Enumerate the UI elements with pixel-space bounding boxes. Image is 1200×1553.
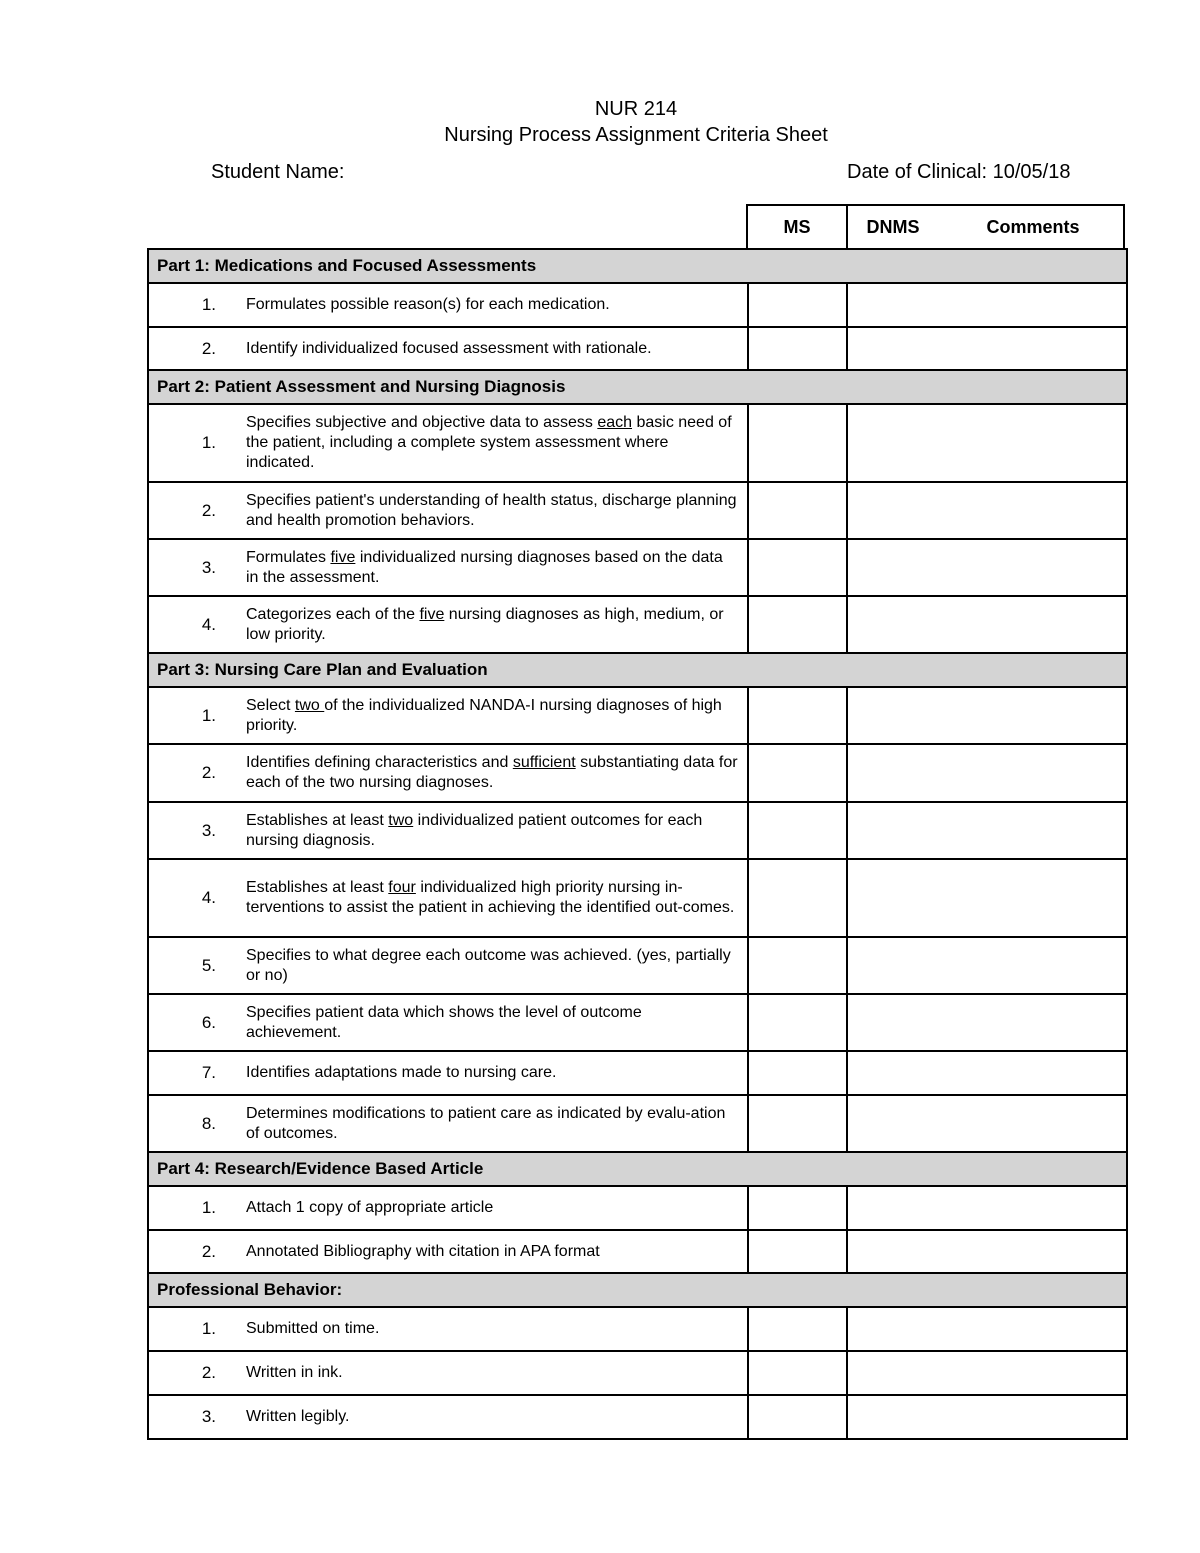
text-segment: Categorizes each of the: [246, 605, 420, 623]
item-text: [216, 878, 747, 918]
item-text: [216, 605, 747, 645]
criteria-text-cell: [148, 687, 748, 744]
item-text: [216, 1319, 387, 1339]
text-segment: Formulates: [246, 548, 331, 566]
text-segment: Attach 1 copy of appropriate article: [246, 1199, 494, 1216]
dnms-comments-cell[interactable]: [847, 539, 1127, 596]
criteria-row: [148, 802, 1127, 859]
criteria-text-cell: [148, 1051, 748, 1095]
item-text: [216, 696, 747, 736]
ms-cell[interactable]: [748, 539, 847, 596]
text-segment: Submitted on time.: [246, 1320, 380, 1337]
criteria-text-cell: [148, 1307, 748, 1351]
text-segment: Annotated Bibliography with citation in APA format: [246, 1242, 600, 1260]
item-text: [216, 1063, 564, 1083]
ms-cell[interactable]: [748, 482, 847, 539]
item-number: 1.: [201, 705, 216, 725]
dnms-comments-cell[interactable]: [847, 1186, 1127, 1230]
text-segment: basic need of the patient, including a complete system assessment where indicated.: [246, 414, 732, 471]
item-number: 1.: [201, 1319, 216, 1338]
item-number: 2.: [201, 763, 216, 782]
text-segment: individualized nursing diagnoses based on the data in the assessment.: [246, 548, 723, 586]
text-segment: of the individualized NANDA-I nursing diagnoses of high priority.: [246, 696, 722, 734]
text-segment: Identifies defining characteristics and: [246, 754, 513, 771]
underlined-text: each: [597, 414, 633, 431]
item-number: 5.: [201, 955, 216, 975]
ms-cell[interactable]: [748, 1051, 847, 1095]
section-title: Part 1: Medications and Focused Assessments: [148, 249, 1127, 283]
item-number: 1.: [201, 1198, 216, 1217]
text-segment: Specifies subjective and objective data to assess: [246, 414, 598, 431]
section-header: [148, 1152, 1127, 1186]
dnms-comments-cell[interactable]: [847, 1395, 1127, 1439]
text-segment: substantiating data for each of the two nursing diagnoses.: [246, 754, 738, 791]
item-number: 3.: [201, 557, 216, 577]
item-text: [216, 811, 747, 851]
criteria-table: [147, 248, 1128, 1440]
dnms-comments-cell[interactable]: [847, 744, 1127, 802]
text-segment: nursing diagnoses as high, medium, or low priority.: [246, 605, 724, 643]
item-number: 1.: [201, 295, 216, 314]
item-text: [216, 1407, 357, 1427]
dnms-comments-cell[interactable]: [847, 482, 1127, 539]
section-title: Professional Behavior:: [148, 1273, 1127, 1307]
item-text: [216, 548, 747, 588]
section-header: [148, 1273, 1127, 1307]
item-number: 2.: [201, 500, 216, 520]
ms-cell[interactable]: [748, 404, 847, 482]
dnms-comments-cell[interactable]: [847, 283, 1127, 327]
criteria-text-cell: [148, 1395, 748, 1439]
criteria-text-cell: [148, 327, 748, 370]
text-segment: individualized high priority nursing in-terventions to assist the patient in achieving the identified out-comes.: [246, 879, 735, 916]
section-title: Part 3: Nursing Care Plan and Evaluation: [148, 653, 1127, 687]
criteria-row: [148, 404, 1127, 482]
text-segment: Establishes at least: [246, 879, 389, 896]
student-name-label: Student Name:: [211, 161, 345, 183]
criteria-row: [148, 283, 1127, 327]
underlined-text: five: [419, 605, 445, 623]
section-title: Part 4: Research/Evidence Based Article: [148, 1152, 1127, 1186]
item-text: [216, 1198, 501, 1218]
dnms-comments-cell[interactable]: [847, 1095, 1127, 1152]
criteria-row: [148, 994, 1127, 1051]
ms-cell[interactable]: [748, 994, 847, 1051]
item-number: 7.: [201, 1063, 216, 1082]
text-segment: Select: [246, 696, 295, 714]
dnms-comments-cell[interactable]: [847, 937, 1127, 994]
text-segment: Specifies patient data which shows the level of outcome achievement.: [246, 1003, 642, 1041]
ms-cell[interactable]: [748, 1351, 847, 1395]
section-header: [148, 653, 1127, 687]
item-number: 3.: [201, 1407, 216, 1426]
dnms-comments-cell[interactable]: [847, 802, 1127, 859]
criteria-text-cell: [148, 404, 748, 482]
text-segment: Establishes at least: [246, 811, 389, 829]
ms-cell[interactable]: [748, 1307, 847, 1351]
criteria-text-cell: [148, 937, 748, 994]
criteria-row: [148, 539, 1127, 596]
item-number: 4.: [201, 614, 216, 634]
criteria-row: [148, 859, 1127, 937]
ms-cell[interactable]: [748, 1095, 847, 1152]
ms-cell[interactable]: [748, 937, 847, 994]
ms-cell[interactable]: [748, 327, 847, 370]
criteria-row: [148, 327, 1127, 370]
ms-cell[interactable]: [748, 687, 847, 744]
item-text: [216, 1003, 747, 1043]
ms-cell[interactable]: [748, 802, 847, 859]
criteria-text-cell: [148, 859, 748, 937]
ms-cell[interactable]: [748, 1186, 847, 1230]
criteria-row: [148, 744, 1127, 802]
item-number: 1.: [201, 433, 216, 452]
item-number: 3.: [201, 820, 216, 840]
text-segment: Specifies patient's understanding of health status, discharge planning and health promotion behaviors.: [246, 491, 737, 529]
criteria-row: [148, 937, 1127, 994]
criteria-row: [148, 1307, 1127, 1351]
ms-cell[interactable]: [748, 859, 847, 937]
course-code: NUR 214: [594, 98, 678, 120]
item-text: [216, 339, 660, 359]
criteria-row: [148, 482, 1127, 539]
text-segment: Identify individualized focused assessment with rationale.: [246, 339, 652, 357]
criteria-row: [148, 1095, 1127, 1152]
item-text: [216, 1104, 747, 1144]
item-text: [216, 1363, 351, 1383]
criteria-text-cell: [148, 1186, 748, 1230]
item-text: [216, 753, 747, 793]
criteria-row: [148, 687, 1127, 744]
dnms-comments-cell[interactable]: [847, 1307, 1127, 1351]
criteria-text-cell: [148, 1230, 748, 1273]
underlined-text: two: [388, 811, 414, 829]
dnms-comments-cell[interactable]: [847, 1351, 1127, 1395]
item-text: [216, 295, 618, 315]
criteria-row: [148, 1351, 1127, 1395]
text-segment: Specifies to what degree each outcome was achieved. (yes, partially or no): [246, 946, 731, 984]
underlined-text: five: [330, 548, 356, 566]
underlined-text: four: [388, 879, 416, 896]
item-text: [216, 1242, 608, 1262]
criteria-text-cell: [148, 1351, 748, 1395]
criteria-text-cell: [148, 283, 748, 327]
dnms-comments-cell[interactable]: [847, 404, 1127, 482]
dnms-comments-cell[interactable]: [847, 1051, 1127, 1095]
dnms-comments-cell[interactable]: [847, 596, 1127, 653]
dnms-comments-cell[interactable]: [847, 327, 1127, 370]
criteria-row: [148, 1395, 1127, 1439]
section-header: [148, 370, 1127, 404]
criteria-row: [148, 1051, 1127, 1095]
column-header-row: [746, 204, 1125, 249]
item-text: [216, 413, 747, 473]
column-dnms: DNMS: [866, 217, 920, 237]
criteria-text-cell: [148, 802, 748, 859]
text-segment: individualized patient outcomes for each nursing diagnosis.: [246, 811, 703, 849]
text-segment: Written in ink.: [246, 1364, 343, 1381]
criteria-text-cell: [148, 596, 748, 653]
page-title: Nursing Process Assignment Criteria Sheet: [444, 124, 828, 146]
criteria-row: [148, 1186, 1127, 1230]
criteria-text-cell: [148, 1095, 748, 1152]
item-number: 2.: [201, 1363, 216, 1382]
dnms-comments-cell[interactable]: [847, 994, 1127, 1051]
section-header: [148, 249, 1127, 283]
ms-cell[interactable]: [748, 1395, 847, 1439]
dnms-comments-cell[interactable]: [847, 859, 1127, 937]
criteria-text-cell: [148, 994, 748, 1051]
criteria-row: [148, 596, 1127, 653]
criteria-text-cell: [148, 482, 748, 539]
text-segment: Formulates possible reason(s) for each medication.: [246, 296, 610, 313]
item-text: [216, 491, 747, 531]
item-number: 2.: [201, 1241, 216, 1261]
column-comments: Comments: [986, 217, 1080, 237]
date-of-clinical: Date of Clinical: 10/05/18: [847, 161, 1071, 183]
criteria-text-cell: [148, 539, 748, 596]
item-number: 2.: [201, 338, 216, 358]
text-segment: Determines modifications to patient care as indicated by evalu-ation of outcomes.: [246, 1104, 726, 1142]
text-segment: Written legibly.: [246, 1408, 350, 1425]
item-text: [216, 946, 747, 986]
text-segment: Identifies adaptations made to nursing care.: [246, 1064, 557, 1081]
column-ms: MS: [748, 206, 848, 249]
dnms-comments-cell[interactable]: [847, 687, 1127, 744]
ms-cell[interactable]: [748, 596, 847, 653]
item-number: 8.: [201, 1113, 216, 1133]
ms-cell[interactable]: [748, 744, 847, 802]
dnms-comments-cell[interactable]: [847, 1230, 1127, 1273]
ms-cell[interactable]: [748, 283, 847, 327]
item-number: 6.: [201, 1012, 216, 1032]
ms-cell[interactable]: [748, 1230, 847, 1273]
criteria-text-cell: [148, 744, 748, 802]
underlined-text: two: [294, 696, 325, 714]
underlined-text: sufficient: [512, 754, 576, 771]
item-number: 4.: [201, 888, 216, 907]
section-title: Part 2: Patient Assessment and Nursing Diagnosis: [148, 370, 1127, 404]
criteria-row: [148, 1230, 1127, 1273]
